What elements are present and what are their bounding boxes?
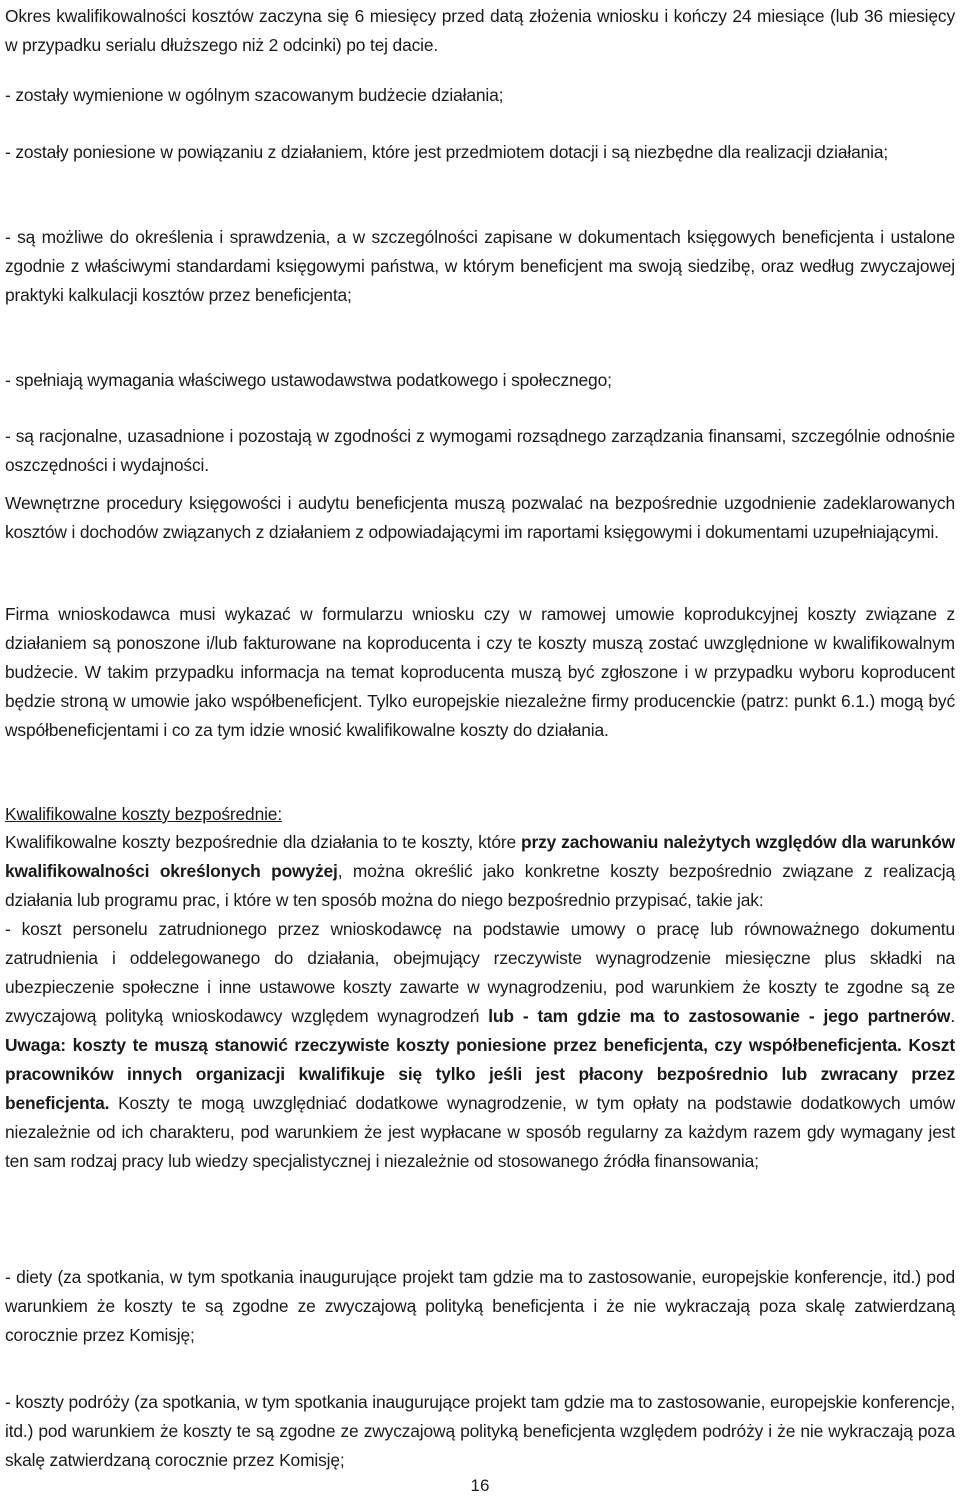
paragraph-internal-procedures xyxy=(5,489,955,547)
bold-text-segment: lub - tam gdzie ma to zastosowanie - jego partnerów xyxy=(488,1006,951,1026)
text-segment: - koszty podróży (za spotkania, w tym spotkania inaugurujące projekt tam gdzie ma to zastosowanie, europejskie konferencje, itd.) pod warunkiem że koszty te są zgodne ze zwyczajową polityką beneficjenta względem podróży i że nie wykraczają poza skalę zatwierdzaną corocznie przez Komisję; xyxy=(5,1392,955,1470)
text-segment: - są możliwe do określenia i sprawdzenia, a w szczególności zapisane w dokumentach księgowych beneficjenta i ustalone zgodnie z właściwymi standardami księgowymi państwa, w którym beneficjent ma swoją siedzibę, oraz według zwyczajowej praktyki kalkulacji kosztów przez beneficjenta; xyxy=(5,227,955,305)
text-segment: Koszty te mogą uwzględniać dodatkowe wynagrodzenie, w tym opłaty na podstawie dodatkowych umów niezależnie od ich charakteru, pod warunkiem że jest wypłacane w sposób regularny za każdym razem gdy wymagany jest ten sam rodzaj pracy lub wiedzy specjalistycznej i niezależnie od stosowanego źródła finansowania; xyxy=(5,1093,955,1171)
paragraph-applicant-company xyxy=(5,600,955,745)
text-segment: Firma wnioskodawca musi wykazać w formularzu wniosku czy w ramowej umowie koprodukcyjnej koszty związane z działaniem są ponoszone i/lub fakturowane na koproducenta i czy te koszty muszą zostać uwzględnione w kwalifikowalnym budżecie. W takim przypadku informacja na temat koproducenta muszą być zgłoszone i w przypadku wyboru koproducent będzie stroną w umowie jako współbeneficjent. Tylko europejskie niezależne firmy producenckie (patrz: punkt 6.1.) mogą być współbeneficjentami i co za tym idzie wnosić kwalifikowalne koszty do działania. xyxy=(5,604,955,740)
paragraph-eligibility-period xyxy=(5,2,955,60)
text-segment: - zostały poniesione w powiązaniu z działaniem, które jest przedmiotem dotacji i są niezbędne dla realizacji działania; xyxy=(5,142,889,162)
text-segment: . xyxy=(950,1006,955,1026)
list-item-budget xyxy=(5,81,503,110)
section-heading-text: Kwalifikowalne koszty bezpośrednie: xyxy=(5,804,283,824)
list-item-travel-costs xyxy=(5,1388,955,1475)
text-segment: , można określić jako konkretne koszty bezpośrednio związane z realizacją działania lub programu prac, i które w ten sposób można do niego bezpośrednio przypisać, takie jak: xyxy=(5,861,955,910)
direct-costs-block xyxy=(5,828,955,1176)
page-number: 16 xyxy=(470,1476,490,1495)
section-heading-direct-costs xyxy=(5,800,282,829)
paragraph-direct-costs-definition xyxy=(5,828,955,915)
text-segment: - spełniają wymagania właściwego ustawodawstwa podatkowego i społecznego; xyxy=(5,370,612,390)
list-item-personnel-costs xyxy=(5,915,955,1176)
list-item-allowances xyxy=(5,1263,955,1350)
text-segment: - są racjonalne, uzasadnione i pozostają w zgodności z wymogami rozsądnego zarządzania finansami, szczególnie odnośnie oszczędności i wydajności. xyxy=(5,426,955,475)
list-item-tax-requirements xyxy=(5,366,612,395)
text-segment: Kwalifikowalne koszty bezpośrednie dla działania to te koszty, które xyxy=(5,832,521,852)
list-item-incurred xyxy=(5,138,888,167)
list-item-verifiable xyxy=(5,223,955,310)
bold-text-segment: Uwaga: koszty te muszą stanowić rzeczywiste koszty poniesione przez beneficjenta, czy współbeneficjenta. Koszt pracowników innych organizacji kwalifikuje się tylko jeśli jest płacony bezpośrednio lub zwracany przez beneficjenta. xyxy=(5,1035,955,1113)
text-segment: Wewnętrzne procedury księgowości i audytu beneficjenta muszą pozwalać na bezpośrednie uzgodnienie zadeklarowanych kosztów i dochodów związanych z działaniem z odpowiadającymi im raportami księgowymi i dokumentami uzupełniającymi. xyxy=(5,493,955,542)
text-segment: - koszt personelu zatrudnionego przez wnioskodawcę na podstawie umowy o pracę lub równoważnego dokumentu zatrudnienia i oddelegowanego do działania, obejmujący rzeczywiste wynagrodzenie miesięczne plus składki na ubezpieczenie społeczne i inne ustawowe koszty zawarte w wynagrodzeniu, pod warunkiem że koszty te zgodne są ze zwyczajową polityką wnioskodawcy względem wynagrodzeń xyxy=(5,919,955,1026)
bold-text-segment: przy zachowaniu należytych względów dla warunków kwalifikowalności określonych powyżej xyxy=(5,832,956,881)
text-segment: Okres kwalifikowalności kosztów zaczyna się 6 miesięcy przed datą złożenia wniosku i kończy 24 miesiące (lub 36 miesięcy w przypadku serialu dłuższego niż 2 odcinki) po tej dacie. xyxy=(5,6,955,55)
list-item-reasonable xyxy=(5,422,955,480)
text-segment: - diety (za spotkania, w tym spotkania inaugurujące projekt tam gdzie ma to zastosowanie, europejskie konferencje, itd.) pod warunkiem że koszty te są zgodne ze zwyczajową polityką beneficjenta i że nie wykraczają poza skalę zatwierdzaną corocznie przez Komisję; xyxy=(5,1267,955,1345)
text-segment: - zostały wymienione w ogólnym szacowanym budżecie działania; xyxy=(5,85,504,105)
